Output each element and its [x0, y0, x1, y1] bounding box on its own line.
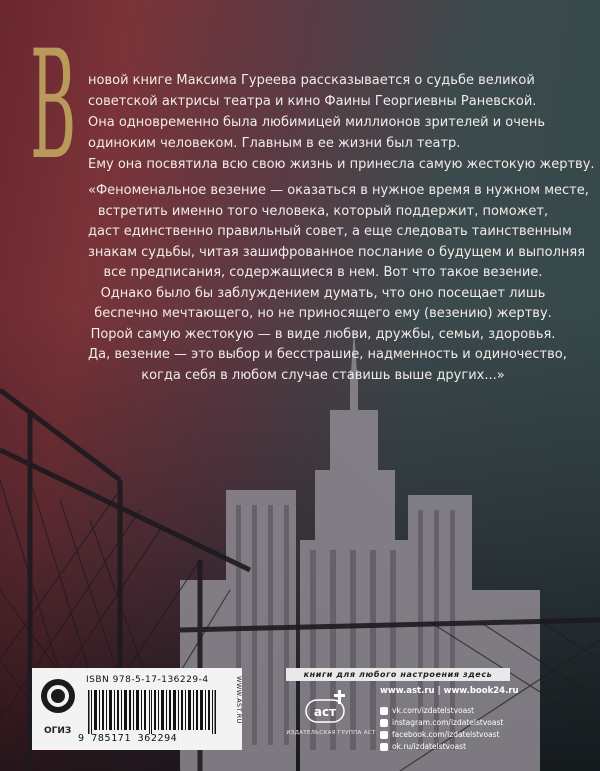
social-link-text: vk.com/izdatelstvoast [392, 706, 475, 715]
quote-line: Порой самую жестокую — в виде любви, дружбы, семьи, здоровья. [90, 326, 556, 342]
ean-digits: 9 785171 362294 [78, 733, 178, 744]
quote-line: Да, везение — это выбор и бесстрашие, надменность и одиночество, [88, 347, 567, 362]
vertical-website: WWW.AST.RU [235, 676, 243, 724]
quote-line: Однако было бы заблуждением думать, что оно посещает лишь [100, 285, 546, 301]
quote-line: когда себя в любом случае ставишь выше других...» [141, 367, 505, 383]
intro-line: одиноким человеком. Главным в ее жизни был театр. [88, 136, 461, 151]
ast-logo-text: аст [313, 705, 337, 719]
social-link-facebook[interactable] [380, 729, 580, 740]
intro-paragraph [88, 70, 595, 175]
quote-line: даст единственно правильный совет, а еще следовать таинственным [88, 224, 572, 239]
tagline-strip: книги для любого настроения здесь [286, 668, 510, 681]
barcode-bars [88, 690, 216, 734]
ogiz-logo-icon [40, 678, 76, 714]
intro-line: Она одновременно была любимицей миллионов зрителей и очень [88, 115, 546, 130]
intro-line: Ему она посвятила всю свою жизнь и принесла самую жестокую жертву. [88, 157, 595, 172]
social-link-vk[interactable] [380, 705, 580, 716]
isbn-number: ISBN 978-5-17-136229-4 [86, 675, 209, 685]
social-link-text: instagram.com/izdatelstvoast [392, 718, 504, 727]
facebook-icon [380, 731, 388, 739]
ast-logo-icon [302, 688, 352, 728]
quote-paragraph [88, 181, 589, 386]
intro-line: советской актрисы театра и кино Фаины Георгиевны Раневской. [88, 94, 537, 109]
quote-line: беспечно мечтающего, но не приносящего ему (везению) жертву. [94, 306, 552, 321]
ok-icon [380, 743, 388, 751]
social-link-text: ok.ru/izdatelstvoast [392, 742, 467, 751]
barcode-panel [32, 668, 242, 750]
intro-line: новой книге Максима Гуреева рассказывается о судьбе великой [88, 73, 535, 88]
social-links [380, 705, 580, 753]
social-link-ok[interactable] [380, 741, 580, 752]
quote-line: встретить именно того человека, который поддержит, поможет, [97, 203, 549, 219]
publisher-label: ИЗДАТЕЛЬСКАЯ ГРУППА АСТ [286, 730, 376, 736]
instagram-icon [380, 719, 388, 727]
publisher-websites[interactable]: www.ast.ru | www.book24.ru [380, 686, 519, 696]
social-link-instagram[interactable] [380, 717, 580, 728]
imprint-name: ОГИЗ [44, 726, 72, 736]
drop-cap-letter: В [30, 19, 77, 193]
quote-line: знакам судьбы, читая зашифрованное послание о будущем и выполняя [88, 244, 586, 260]
vk-icon [380, 707, 388, 715]
quote-line: «Феноменальное везение — оказаться в нужное время в нужном месте, [88, 183, 589, 198]
quote-line: все предписания, содержащиеся в нем. Вот что такое везение. [103, 265, 543, 280]
social-link-text: facebook.com/izdatelstvoast [392, 730, 500, 739]
